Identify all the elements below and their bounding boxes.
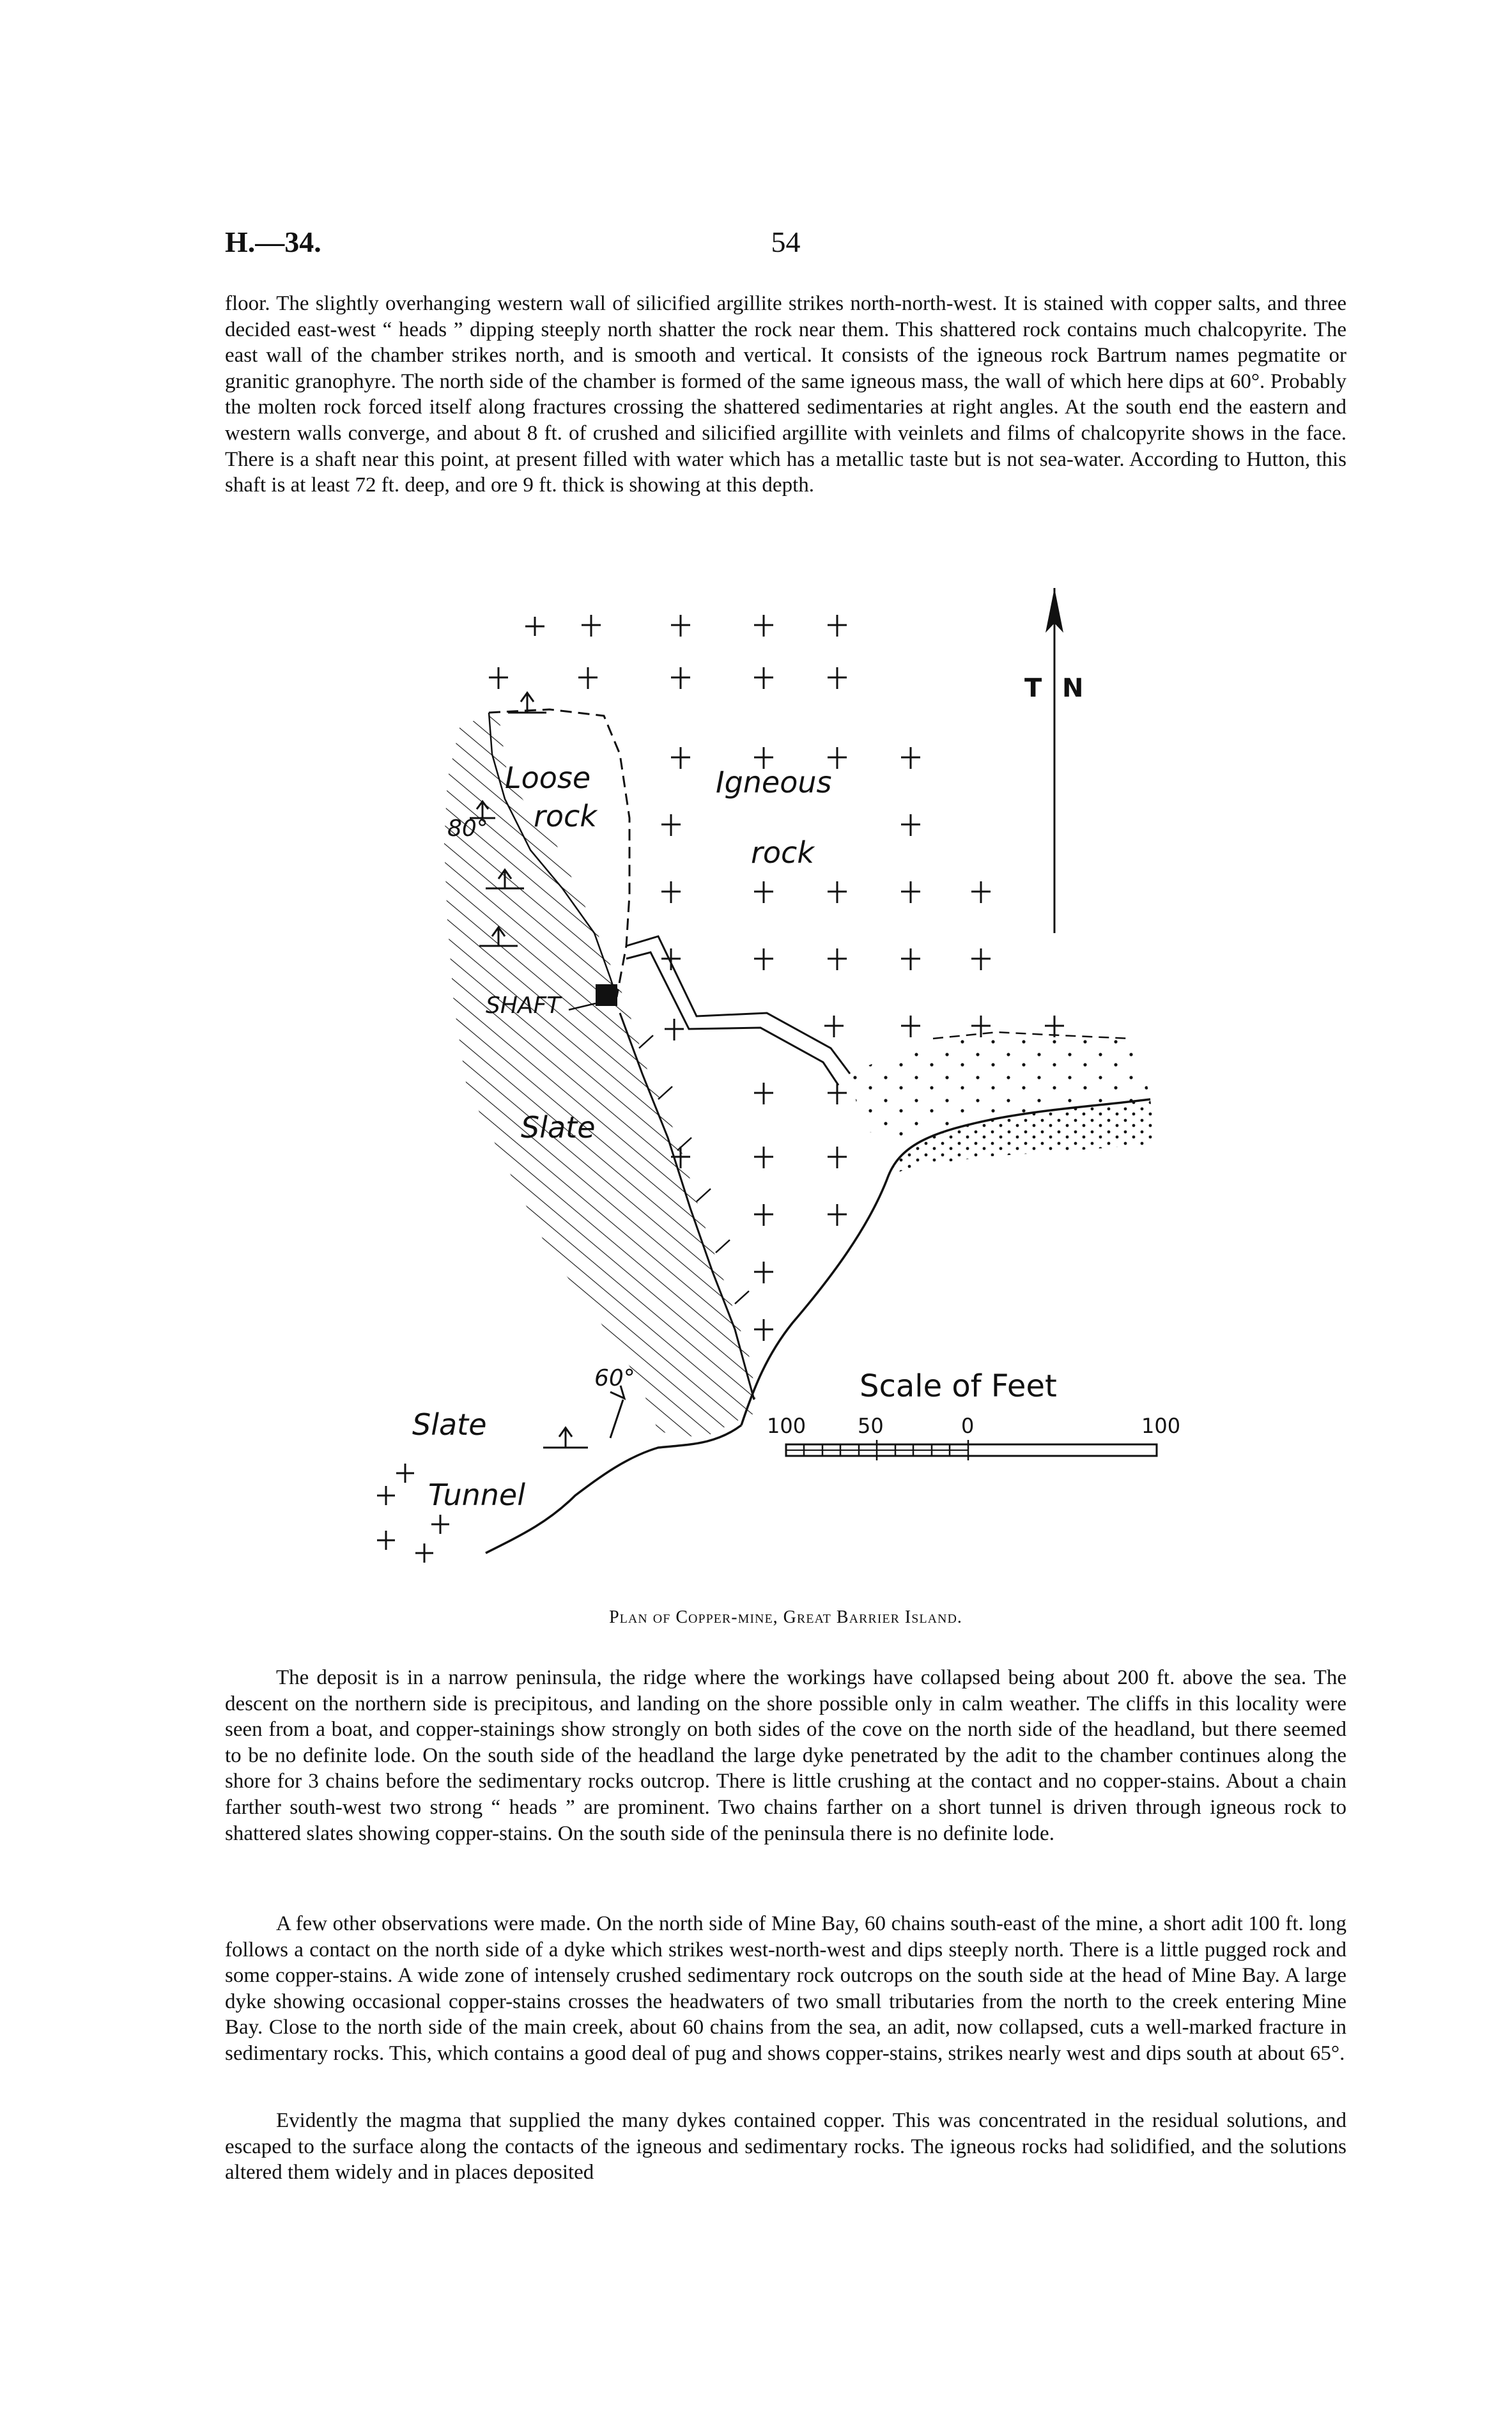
- label-loose: Loose: [505, 761, 591, 795]
- scale-title: Scale of Feet: [860, 1368, 1057, 1404]
- paragraph-4: Evidently the magma that supplied the many dykes contained copper. This was concentrated in the residual solutions, and escaped to the surface along the contacts of the igneous and sedimentary rocks. The igneous rocks had solidified, and the solutions altered them widely and in places deposited: [225, 2109, 1346, 2184]
- mine-plan-figure: [358, 588, 1227, 1598]
- page-number: 54: [771, 226, 801, 258]
- label-dip-80: 80°: [447, 816, 488, 842]
- paragraph-3: A few other observations were made. On the north side of Mine Bay, 60 chains south-east of the mine, a short adit 100 ft. long follows a contact on the north side of a dyke which strikes west-north-west and dips steeply north. There is a little pugged rock and some copper-stains. A wide zone of intensely crushed sedimentary rock outcrops on the south side at the head of Mine Bay. A large dyke showing occasional copper-stains crosses the headwaters of two small tributaries from the north to the creek entering Mine Bay. Close to the north side of the main creek, about 60 chains from the sea, an adit, now collapsed, cuts a well-marked fracture in sedimentary rocks. This, which contains a good deal of pug and shows copper-stains, strikes nearly west and dips south at about 65°.: [225, 1912, 1346, 2065]
- scale-tick-100-right: 100: [1141, 1414, 1181, 1438]
- label-loose-rock: rock: [534, 799, 597, 833]
- paragraph-2: The deposit is in a narrow peninsula, the ridge where the workings have collapsed being about 200 ft. above the sea. The descent on the northern side is precipitous, and landing on the shore possible only in calm weather. The cliffs in this locality were seen from a boat, and copper-stainings show strongly on both sides of the cove on the north side of the headland, but there seemed to be no definite lode. On the south side of the headland the large dyke penetrated by the adit to the chamber continues along the shore for 3 chains before the sedimentary rocks outcrop. There is little crushing at the contact and no copper-stains. About a chain farther south-west two strong “ heads ” are prominent. Two chains farther on a short tunnel is driven through igneous rock to shattered slates showing copper-stains. On the south side of the peninsula there is no definite lode.: [225, 1666, 1346, 1845]
- paragraph-1: floor. The slightly overhanging western wall of silicified argillite strikes north-north-west. It is stained with copper salts, and three decided east-west “ heads ” dipping steeply north shatter the rock near them. This shattered rock contains much chalcopyrite. The east wall of the chamber strikes north, and is smooth and vertical. It consists of the igneous rock Bartrum names pegmatite or granitic granophyre. The north side of the chamber is formed of the same igneous mass, the wall of which here dips at 60°. Probably the molten rock forced itself along fractures crossing the shattered sedimentaries at right angles. At the south end the eastern and western walls converge, and about 8 ft. of crushed and silicified argillite with veinlets and films of chalcopyrite shows in the face. There is a shaft near this point, at present filled with water which has a metallic taste but is not sea-water. According to Hutton, this shaft is at least 72 ft. deep, and ore 9 ft. thick is showing at this depth.: [225, 292, 1346, 497]
- label-igneous-rock: rock: [751, 835, 814, 870]
- north-arrow: [1024, 588, 1083, 933]
- scale-tick-50: 50: [858, 1414, 884, 1438]
- page-header: [225, 225, 1346, 263]
- label-tunnel: Tunnel: [428, 1478, 526, 1512]
- scale-tick-100-left: 100: [767, 1414, 806, 1438]
- label-dip-60: 60°: [594, 1365, 635, 1391]
- adit-tunnel: [626, 936, 850, 1074]
- mine-plan-drawing: [358, 588, 1227, 1598]
- document-code: H.—34.: [225, 226, 321, 258]
- scale-tick-0: 0: [961, 1414, 975, 1438]
- shaft-symbol: [596, 984, 617, 1006]
- label-slate-main: Slate: [521, 1110, 596, 1145]
- figure-caption: Plan of Copper-mine, Great Barrier Island.: [609, 1607, 962, 1627]
- slate-hatch-area: [444, 713, 757, 1438]
- label-shaft: SHAFT: [486, 993, 561, 1019]
- north-label-n: N: [1062, 674, 1084, 703]
- north-label-t: T: [1024, 674, 1042, 703]
- label-igneous: Igneous: [716, 765, 832, 800]
- scale-bar: [767, 1368, 1180, 1460]
- label-slate-lower: Slate: [412, 1407, 487, 1442]
